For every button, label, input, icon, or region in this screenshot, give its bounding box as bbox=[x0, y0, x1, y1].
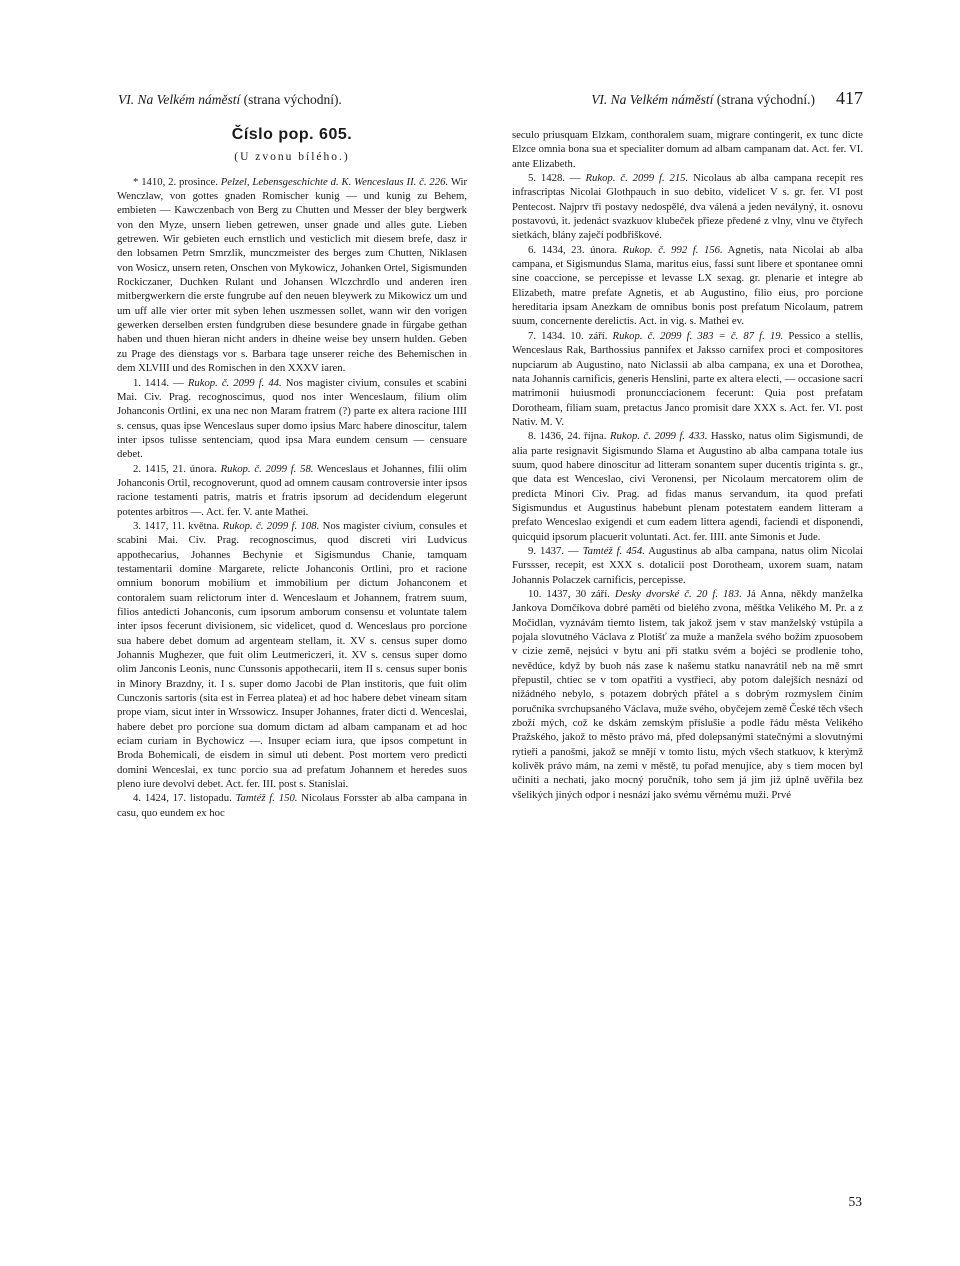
entry-source: Tamtéž f. 150. bbox=[235, 792, 298, 805]
entry-text: Nicolaus Forsster ab alba campana in casu, quo eundem ex hoc bbox=[117, 792, 468, 819]
record-entry bbox=[512, 429, 863, 544]
entry-source: Rukop. č. 2099 f. 383 = č. 87 f. 19. bbox=[612, 329, 784, 342]
page-number: 417 bbox=[836, 88, 863, 108]
header-left-street: VI. Na Velkém náměstí bbox=[118, 92, 241, 107]
entry-text: Nos magister civium, consules et scabini Mai. Civ. Prag. recognoscimus, quod nos inter Wenceslaum, filium olim Johanconis Ortlini, ex una nec non Maram fratrem (?) parte ex altera racione IIII s. census, quas ipse Wenceslaus super domo ipsius Marc habere dinoscitur, talem inter ipsos tulisse sentenciam, quod ipsa Mara eundem censum — censuare debet. bbox=[117, 376, 468, 461]
entry-lead: 1. 1414. — bbox=[133, 376, 184, 389]
header-right-side: (strana východní.) bbox=[716, 92, 815, 107]
right-column bbox=[512, 128, 863, 802]
record-entry bbox=[512, 544, 863, 587]
record-entry bbox=[512, 587, 863, 802]
entry-source: Tamtéž f. 454. bbox=[582, 544, 645, 557]
entry-source: Rukop. č. 2099 f. 44. bbox=[187, 376, 282, 389]
record-entry bbox=[117, 791, 467, 820]
entry-lead: 7. 1434. 10. září. bbox=[528, 329, 608, 342]
header-left-side: (strana východní). bbox=[243, 92, 342, 107]
left-column bbox=[117, 128, 467, 820]
record-entry bbox=[512, 171, 863, 243]
entry-source: Rukop. č. 2099 f. 433. bbox=[609, 430, 708, 443]
house-title: Číslo pop. 605. bbox=[231, 126, 353, 143]
header-left bbox=[118, 92, 342, 108]
entry-source: Desky dvorské č. 20 f. 183. bbox=[614, 588, 742, 600]
record-entry bbox=[117, 376, 467, 462]
signature-mark: 53 bbox=[848, 1194, 862, 1209]
record-entry bbox=[512, 243, 863, 329]
record-entry bbox=[512, 128, 863, 171]
record-entry bbox=[512, 329, 863, 429]
entry-lead: 10. 1437, 30 září. bbox=[528, 588, 610, 600]
entry-text: Nos magister civium, consules et scabini Mai. Civ. Prag. recognoscimus, quod discreti viri Ludvicus appothecarius, Johannes Bechynie et Sigismundus Chanie, tamquam testamentarii domine Margarete, relicte Johanconis Ortlini, pro et racione omnium bonorum mobilium et immobilium per dictum Johanconem et contoralem suam relictorum inter d. Wenceslaum et Johannem, fratrem suum, filios antedicti Johanconis, cum ipsorum amborum consensu et voluntate talem inter ipsos fecerunt divisionem, sic videlicet, quod d. Wenceslaus pro porcione sua habere debet domum ad argenteam stellam, it. XV s. census super domo Johannis Mughezer, que fuit olim Leutmericzeri, it. XV s. census super domo olim Janconis Leonis, nunc Cunssonis appothecarii, item II s. census super bonis in Minory Brazdny, it. I s. super domo Jacobi de Plan institoris, que fuit olim Cunczonis sartoris (sita est in Ferrea platea) et ad hoc habere debet vineam sitam prope viam, sicut inter in Wrssowicz. Insuper Johannes, frater dicti d. Wenceslai, habere debet pro porcione sua domum dictam ad albam campanam et ad hoc eciam curiam in Bychowicz —. Insuper eciam iura, que ipsos competunt in Broda Bohemicali, de eisdem in simul uti debent. Post mortem vero predicti domini Wenceslai, ex tunc porcio sua ad prefatum Johannem et heredes suos pleno iure devolvi debet. Act. fer. III. post s. Stanislai. bbox=[117, 519, 468, 791]
house-subtitle: (U zvonu bílého.) bbox=[234, 151, 350, 164]
entry-lead: 8. 1436, 24. října. bbox=[528, 430, 607, 443]
record-entry bbox=[117, 519, 467, 792]
entry-source: Rukop. č. 2099 f. 58. bbox=[220, 462, 314, 475]
entry-text: Hassko, natus olim Sigismundi, de alia parte resignavit Sigismundo Slama et Augustino ab alba campana totale ius suum, quod habere dinoscitur ad litteram sonantem super ducentis triginta s. gr., que data est Wenceslao, civi Veronensi, per Nicolaum mercatorem olim de predicta Minori Civ. Prag. ad fidas manus servandum, ita quod prefati Sigismundus et Augustinus habebunt plenam potestatem eandem litteram a prefato Wenceslao exigendi et cum eadem littera agendi, faciendi et disponendi, quicquid ipsorum placuerit voluntati. Act. fer. IIII. ante Simonis et Jude. bbox=[512, 430, 864, 543]
header-right bbox=[591, 92, 815, 108]
record-entry bbox=[117, 175, 467, 376]
entry-lead: 2. 1415, 21. února. bbox=[133, 462, 217, 475]
entry-text: Wir Wenczlaw, von gottes gnaden Romischer kunig — und kunig zu Behem, embieten — Kawczenbach von Berg zu Chutten und Messer der bley bergwerk von den Myze, unsern lieben getrewen, unser gnade und alles gute. Lieben getrewen. Wir gebieten euch ernstlich und vesticlich mit diesem brefe, dasz ir den lobsamen Petrn Smrzlik, munczmeister des berges zum Chutten, Niklasen von Wosicz, unsern reten, Onschen von Mykowicz, Johanken Ortel, Sigismunden Rockiczaner, Duchken Rulant und Johansen Wlczchrdlo und anderen iren mitbergwerkern die erste fungrube auf den neuen bleywerk zu Mikowicz um und um uff alle vier orter mit syben lehen uszmessen sollet, wann wir den vorigen gewerken derselben ersten fundgruben diese besundere gnade in fürgabe gethan haben und thuen hieran nicht anders in dheine weise bey unsern hulden. Geben zu Prage des dienstags vor s. Barbara tage unserer reiche des Behemischen in dem XLVIII und des Romischen in den XXXV iaren. bbox=[117, 175, 467, 375]
entry-source: Pelzel, Lebensgeschichte d. K. Wenceslaus II. č. 226. bbox=[220, 175, 449, 188]
right-entries bbox=[512, 128, 863, 802]
left-entries bbox=[117, 175, 467, 820]
entry-lead: 9. 1437. — bbox=[528, 544, 579, 557]
header-right-street: VI. Na Velkém náměstí bbox=[591, 92, 714, 107]
entry-lead: * 1410, 2. prosince. bbox=[133, 175, 218, 188]
entry-source: Rukop. č. 992 f. 156. bbox=[622, 243, 723, 256]
entry-text: seculo priusquam Elzkam, conthoralem suam, migrare contingerit, ex tunc dicte Elzce omnia bona sua et specialiter domum ad albam campanam dat. Act. fer. VI. ante Elizabeth. bbox=[512, 129, 863, 170]
entry-text: Agnetis, nata Nicolai ab alba campana, et Sigismundus Slama, maritus eius, fassi sunt libere et spontanee omni sine coaccione, se percepisse et levasse LX sexag. gr. plenarie et integre ab Elizabeth, matre prefate Agnetis, et ab Augustino, filio eius, pro porcione hereditaria ipsam Anezkam de omnibus bonis post prefatum Nicolaum, patrem suum, concernente derelictis. Act. in vig. s. Mathei ev. bbox=[512, 243, 863, 328]
entry-text: Pessico a stellis, Wenceslaus Rak, Barthossius pannifex et Jaksso carnifex proci et compositores nupciarum ab Augustino, nato Niclassii ab alba campana, ex una et Dorothea, nata Johannis carnificis, generis Henslini, parte ex altera electi, — occasione sacri matrimonii huiusmodi pronuncciacionem fecerunt: Quia post prefatam Dorotheam, filiam suam, pretactus Janco promisit dare XXX s. Act. fer. VI. post Nativ. M. V. bbox=[512, 329, 864, 428]
entry-text: Augustinus ab alba campana, natus olim Nicolai Furssser, recepit, est XXX s. dotalicii post Dorotheam, uxorem suam, natam Johannis Polaczek carnificis, percepisse. bbox=[512, 544, 864, 586]
entry-lead: 3. 1417, 11. května. bbox=[133, 519, 220, 532]
entry-source: Rukop. č. 2099 f. 108. bbox=[222, 519, 320, 532]
running-header bbox=[118, 88, 863, 114]
record-entry bbox=[117, 462, 467, 519]
entry-lead: 6. 1434, 23. února. bbox=[528, 243, 618, 256]
entry-text: Wenceslaus et Johannes, filii olim Johanconis Ortil, recognoverunt, quod ad omnem causam controversie inter ipsos racione testamenti patris, matris et fratris ipsorum ad decidendum elegerunt potentes arbitros —. Act. fer. V. ante Mathei. bbox=[117, 462, 467, 518]
entry-text: Já Anna, někdy manželka Jankova Domčíkova dobré paměti od bielého zvona, měštka Velikého M. Pr. a z Močidlan, vyznávám tiemto listem, tak jakož jsem v stav manželský vstúpila a pojala slovutného Václava z Plotišť za muže a manžela svého božím zpuosobem v cizie země, nejsúci v bytu ani při statku svém a bojéci se prodlenie toho, nevědúce, když by buoh nás zase k našemu statku nanavrátil neb na mě smrt přepustil, chtiec se v tom opatřiti a vystřieci, aby potom dalejších nesnází od nižádného nebylo, s potazem dobrých přátel a s dobrým rozmyslem činím poručníka svrchupsaného Václava, muže svého, obyčejem země České těch všech zboží mých, což ke dskám zemským příslušie a podle řádu města Velikého Pražského, jakož to město právo má, před dolepsanými statečnými a slovutnými rytieři a panošmi, jakož se mnějí v tomto listu, mých všech statkuov, k kterýmž kolivěk právo mám, na zemi v městě, tu pořad menujíce, aby s tiem mocen byl učiniti a nechati, jako mocný poručník, toho sem já jim již úplně uvěřila bez všelikých jiných odpor i nesnází jako svému věrnému muži. Prvé bbox=[512, 588, 864, 801]
entry-source: Rukop. č. 2099 f. 215. bbox=[585, 172, 689, 185]
entry-text: Nicolaus ab alba campana recepit res infrascriptas Nicolai Glothpauch in suo debito, videlicet V s. gr. fer. VI post Pentecost. Najprv tři postavy nedospělé, dva válená a jeden nevályný, it. osnovu postavovú, it. jedenáct svazkuov klubeček přieze předené z vlny, vlnu ve čtyřech sietkách, blány zaječí podbřiškové. bbox=[512, 172, 864, 242]
entry-lead: 4. 1424, 17. listopadu. bbox=[133, 792, 232, 805]
entry-lead: 5. 1428. — bbox=[528, 172, 581, 185]
